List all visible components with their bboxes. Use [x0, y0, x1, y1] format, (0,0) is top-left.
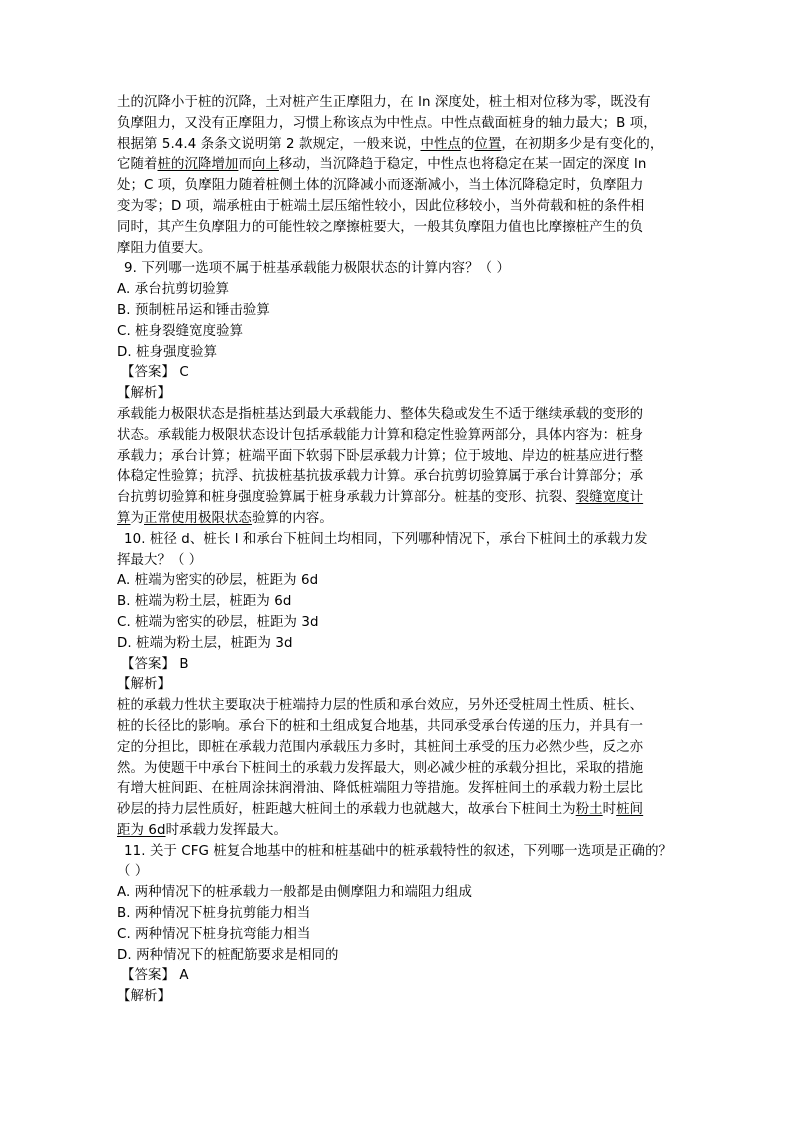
answer-label: 【答案】 A [121, 968, 189, 984]
text-segment: 定的分担比，即桩在承载力范围内承载压力多时，其桩间土承受的压力必然少些，反之亦 [117, 739, 644, 755]
text-segment: 的 [460, 136, 475, 152]
question-block [117, 259, 679, 529]
continuation-line [117, 93, 679, 114]
underlined-text: 算 [117, 510, 131, 526]
continuation-line [117, 218, 679, 239]
underlined-text: 粉土 [575, 802, 603, 818]
question-stem: 11. 关于 CFG 桩复合地基中的桩和桩基础中的桩承载特性的叙述，下列哪一选项是正确的？ [124, 843, 673, 859]
question-stem: 10. 桩径 d、桩长 l 和承台下桩间土均相同，下列哪种情况下，承台下桩间土的承载力发 [124, 531, 648, 547]
analysis-line [117, 738, 679, 759]
text-segment: 状态。承载能力极限状态设计包括承载能力计算和稳定性验算两部分，具体内容为：桩身 [117, 427, 644, 443]
question-block [117, 842, 679, 1008]
text-segment: 时 [602, 802, 617, 818]
analysis-line [117, 800, 679, 821]
text-segment: 土的沉降小于桩的沉降，土对桩产生正摩阻力，在 ln 深度处，桩土相对位移为零，既没有 [117, 95, 651, 110]
text-segment: 桩的承载力性状主要取决于桩端持力层的性质和承台效应，另外还受桩周土性质、桩长、 [117, 698, 644, 714]
text-segment: 承载力；承台计算；桩端平面下软弱下卧层承载力计算；位于坡地、岸边的桩基应进行整 [117, 448, 644, 464]
option-d: D. 桩端为粉土层，桩距为 3d [117, 635, 293, 651]
underlined-text: 中性点 [420, 136, 461, 152]
continuation-line [117, 135, 679, 156]
text-segment: 而 [238, 157, 252, 173]
analysis-line [117, 447, 679, 468]
text-segment: 它随着 [117, 157, 158, 173]
option-a: A. 两种情况下的桩承载力一般都是由侧摩阻力和端阻力组成 [117, 885, 473, 901]
continuation-line [117, 239, 679, 260]
underlined-text: 桩的沉降增加 [157, 157, 239, 173]
text-segment: 有增大桩间距、在桩周涂抹润滑油、降低桩端阻力等措施。发挥桩间土的承载力粉土层比 [117, 781, 644, 797]
text-segment: 然。为使题干中承台下桩间土的承载力发挥最大，则必减少桩的承载分担比，采取的措施 [117, 760, 644, 776]
continuation-line [117, 176, 679, 197]
analysis-line [117, 779, 679, 800]
option-b: B. 预制桩吊运和锤击验算 [117, 302, 270, 318]
analysis-line [117, 717, 679, 738]
underlined-text: 位置 [474, 136, 502, 152]
text-segment: 同时，其产生负摩阻力的可能性较之摩擦桩要大，一般其负摩阻力值也比摩擦桩产生的负 [117, 219, 644, 235]
answer-label: 【答案】 C [121, 365, 189, 381]
underlined-text: 裂缝宽度计 [575, 490, 644, 506]
option-c: C. 桩身裂缝宽度验算 [117, 323, 244, 339]
question-stem: 挥最大？（ ） [117, 552, 203, 568]
analysis-line [117, 509, 679, 530]
text-segment: 体稳定性验算；抗浮、抗拔桩基抗拔承载力计算。承台抗剪切验算属于承台计算部分；承 [117, 469, 644, 485]
analysis-line [117, 488, 679, 509]
question-stem: （ ） [117, 864, 149, 880]
option-d: D. 桩身强度验算 [117, 344, 218, 360]
text-segment: 移动，当沉降趋于稳定，中性点也将稳定在某一固定的深度 ln [278, 157, 647, 173]
option-b: B. 桩端为粉土层，桩距为 6d [117, 594, 292, 610]
text-segment: ，在初期多少是有变化的， [501, 136, 664, 152]
underlined-text: 距为 6d [117, 822, 166, 838]
text-segment: 台抗剪切验算和桩身强度验算属于桩身承载力计算部分。桩基的变形、抗裂、 [117, 490, 576, 506]
question-block [117, 530, 679, 842]
analysis-line [117, 759, 679, 780]
text-segment: 时承载力发挥最大。 [165, 822, 287, 838]
underlined-text: 向上 [251, 157, 279, 173]
text-segment: 变为零；D 项，端承桩由于桩端土层压缩性较小，因此位移较小，当外荷载和桩的条件相 [117, 198, 645, 214]
option-c: C. 桩端为密实的砂层，桩距为 3d [117, 614, 319, 630]
option-a: A. 桩端为密实的砂层，桩距为 6d [117, 573, 319, 589]
analysis-line [117, 467, 679, 488]
text-segment: 验算的内容。 [251, 510, 333, 526]
option-b: B. 两种情况下桩身抗剪能力相当 [117, 906, 311, 922]
text-segment: 承载能力极限状态是指桩基达到最大承载能力、整体失稳或发生不适于继续承载的变形的 [117, 406, 644, 422]
continuation-line [117, 155, 679, 176]
option-c: C. 两种情况下桩身抗弯能力相当 [117, 926, 311, 942]
option-a: A. 承台抗剪切验算 [117, 282, 230, 298]
analysis-line [117, 696, 679, 717]
text-segment: 砂层的持力层性质好，桩距越大桩间土的承载力也就越大，故承台下桩间土为 [117, 802, 576, 818]
text-segment: 根据第 5.4.4 条条文说明第 2 款规定，一般来说， [117, 136, 421, 152]
continuation-line [117, 114, 679, 135]
analysis-label: 【解析】 [117, 386, 171, 402]
analysis-line [117, 426, 679, 447]
text-segment: 为 [130, 510, 144, 526]
text-segment: 处；C 项，负摩阻力随着桩侧土体的沉降减小而逐渐减小，当土体沉降稳定时，负摩阻力 [117, 178, 644, 194]
underlined-text: 正常使用极限状态 [144, 510, 252, 526]
text-segment: 摩阻力值要大。 [117, 240, 212, 256]
underlined-text: 桩间 [616, 802, 644, 818]
analysis-label: 【解析】 [117, 677, 171, 693]
analysis-label: 【解析】 [117, 989, 171, 1005]
analysis-line [117, 821, 679, 842]
question-stem: 9. 下列哪一选项不属于桩基承载能力极限状态的计算内容？（ ） [124, 261, 510, 277]
continuation-line [117, 197, 679, 218]
text-segment: 负摩阻力，又没有正摩阻力，习惯上称该点为中性点。中性点截面桩身的轴力最大；B 项， [117, 115, 657, 131]
document-page [117, 93, 679, 1008]
option-d: D. 两种情况下的桩配筋要求是相同的 [117, 947, 339, 963]
text-segment: 桩的长径比的影响。承台下的桩和土组成复合地基，共同承受承台传递的压力，并具有一 [117, 718, 644, 734]
analysis-line [117, 405, 679, 426]
answer-label: 【答案】 B [121, 656, 189, 672]
